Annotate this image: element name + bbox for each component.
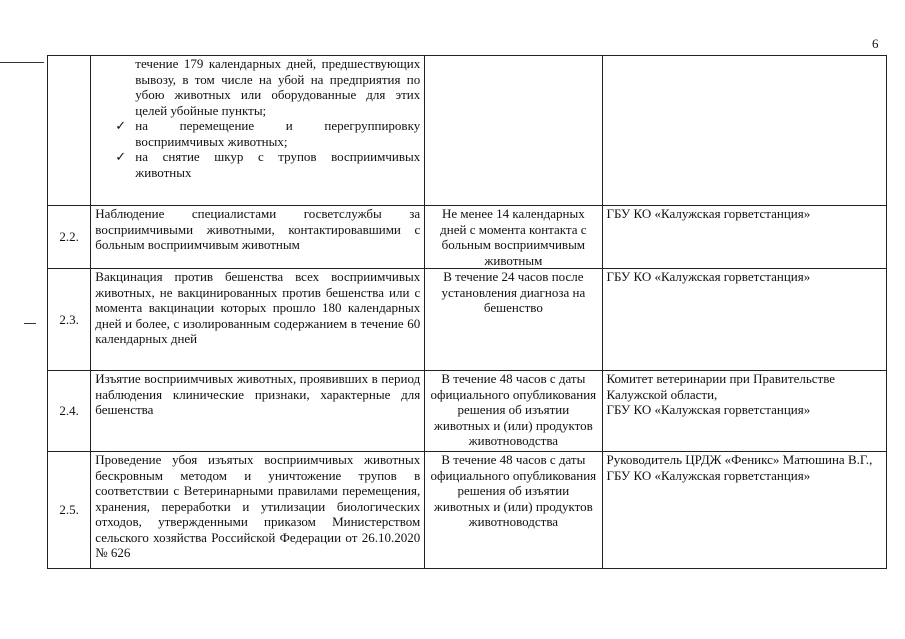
term-text: В течение 48 часов с даты официального опубликования решения об изъятии животных и (или) продуктов животноводства	[425, 452, 602, 569]
term-cell	[425, 56, 602, 206]
term-text: В течение 48 часов с даты официального опубликования решения об изъятии животных и (или) продуктов животноводства	[425, 371, 602, 452]
responsible-text: ГБУ КО «Калужская горветстанция»	[602, 269, 887, 371]
responsible-text: Комитет ветеринарии при Правительстве Калужской области, ГБУ КО «Калужская горветстанция»	[602, 371, 887, 452]
table-row	[48, 371, 887, 452]
row-number-cell	[48, 56, 91, 206]
row-number: 2.5.	[48, 452, 91, 569]
measures-table	[47, 55, 887, 569]
measure-text: Проведение убоя изъятых восприимчивых животных бескровным методом и уничтожение трупов в соответствии с Ветеринарными правилами перемещения, хранения, переработки и утилизации биологических отходов, утвержденными приказом Министерством сельского хозяйства Российской Федерации от 26.10.2020 № 626	[91, 452, 425, 569]
row-number: 2.2.	[48, 206, 91, 269]
measure-text: Изъятие восприимчивых животных, проявивших в период наблюдения клинические признаки, характерные для бешенства	[91, 371, 425, 452]
page-number: 6	[872, 36, 879, 51]
continuation-list	[95, 56, 420, 180]
checkmark-icon: ✓	[115, 149, 127, 164]
measure-text: Наблюдение специалистами госветслужбы за восприимчивыми животными, контактировавшими с больным восприимчивым животным	[91, 206, 425, 269]
table-row	[48, 452, 887, 569]
responsible-cell	[602, 56, 887, 206]
continuation-intro: течение 179 календарных дней, предшествующих вывозу, в том числе на убой на предприятия по убою животных или оборудованные для этих целей убойные пункты;	[135, 56, 421, 118]
row-number: 2.3.	[48, 269, 91, 371]
responsible-text: Руководитель ЦРДЖ «Феникс» Матюшина В.Г., ГБУ КО «Калужская горветстанция»	[602, 452, 887, 569]
measure-cell-continuation	[91, 56, 425, 206]
table-row-continuation	[48, 56, 887, 206]
responsible-text: ГБУ КО «Калужская горветстанция»	[602, 206, 887, 269]
measure-text: Вакцинация против бешенства всех восприимчивых животных, не вакцинированных против бешенства или с момента вакцинации которых прошло 180 календарных дней и более, с изолированным содержанием в течение 60 календарных дней	[91, 269, 425, 371]
term-text: В течение 24 часов после установления диагноза на бешенство	[425, 269, 602, 371]
table-row	[48, 269, 887, 371]
term-text: Не менее 14 календарных дней с момента контакта с больным восприимчивым животным	[425, 206, 602, 269]
checkmark-icon: ✓	[115, 118, 127, 133]
continuation-bullet: ✓ на перемещение и перегруппировку восприимчивых животных;	[115, 118, 421, 149]
margin-mark-top	[0, 62, 44, 63]
margin-mark-middle	[24, 323, 36, 324]
table-row	[48, 206, 887, 269]
continuation-bullet: ✓ на снятие шкур с трупов восприимчивых животных	[115, 149, 421, 180]
row-number: 2.4.	[48, 371, 91, 452]
